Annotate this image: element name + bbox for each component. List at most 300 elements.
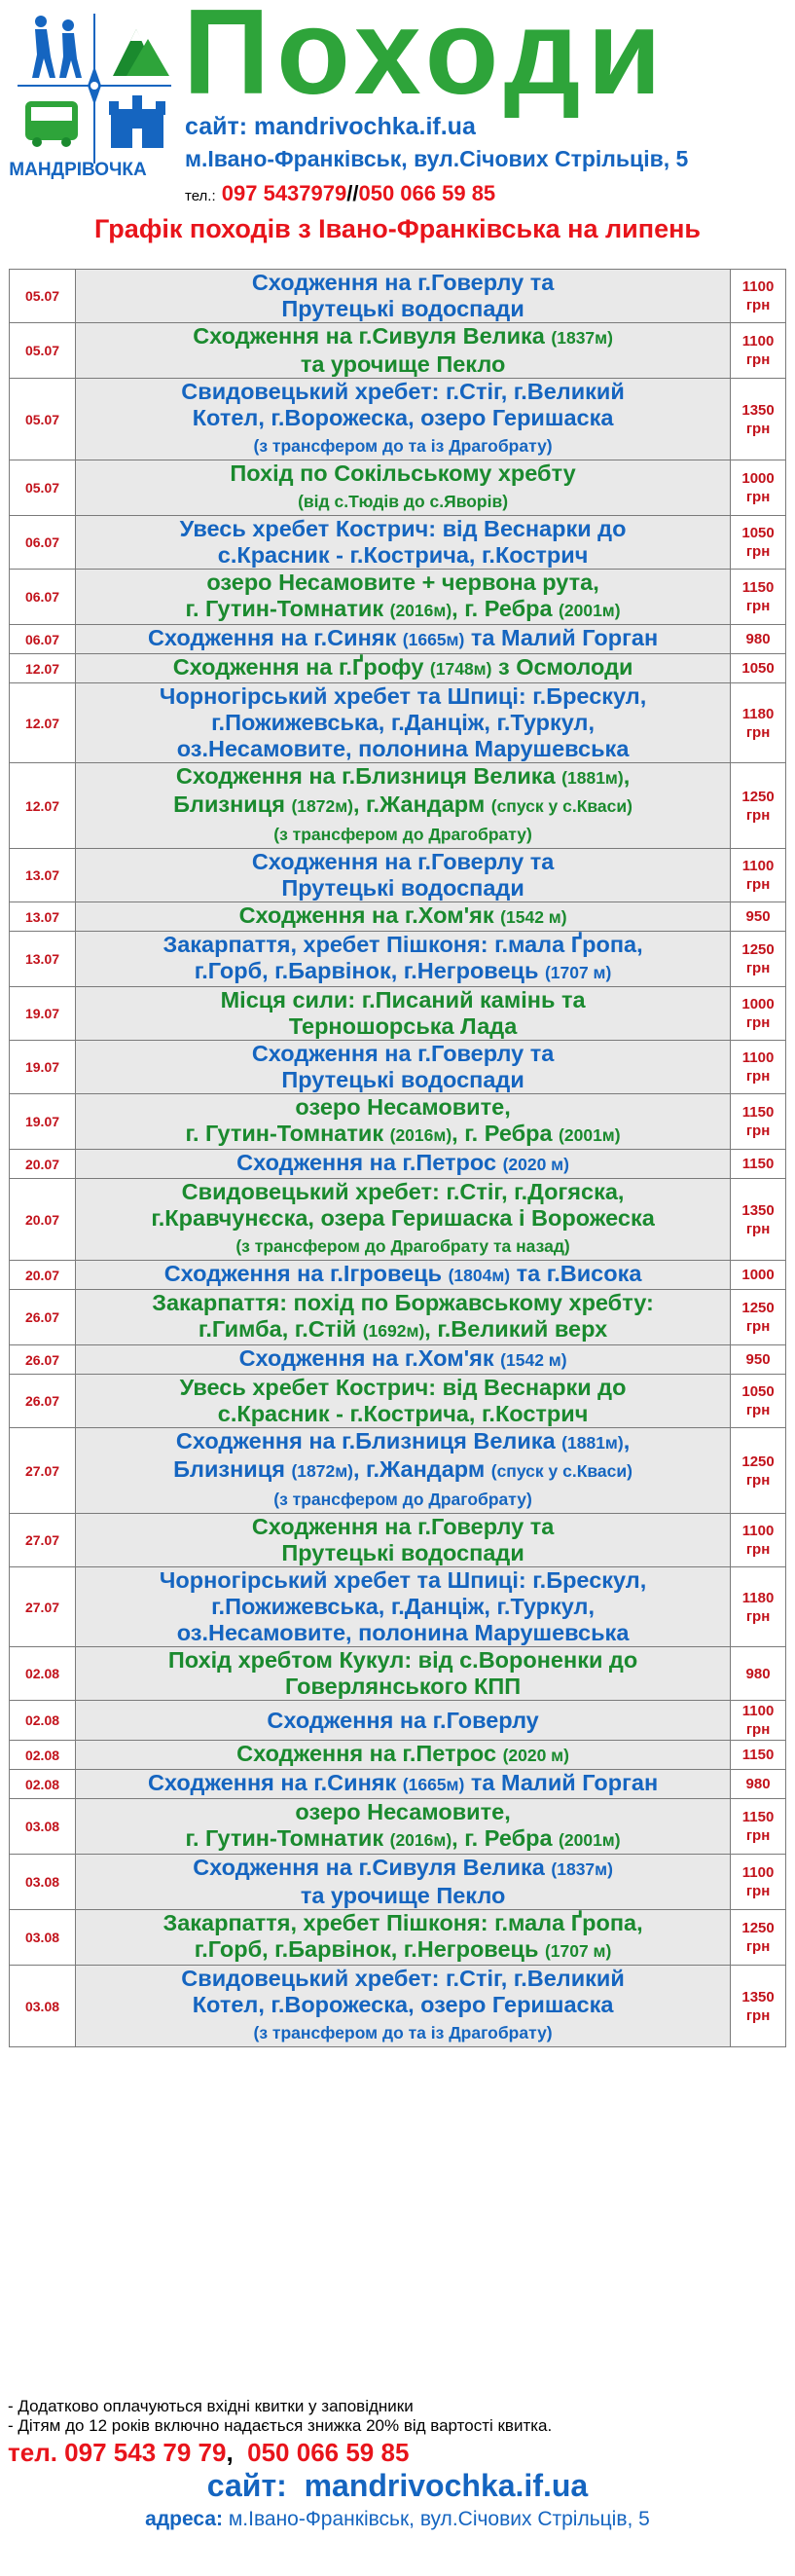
description-text: Похід хребтом Кукул: від с.Вороненки до: [167, 1647, 638, 1673]
price-currency: грн: [745, 297, 771, 313]
description-line: [76, 323, 730, 351]
row-description: [76, 902, 731, 932]
schedule-row: [10, 625, 786, 654]
description-text: озеро Несамовите + червона рута,: [206, 570, 599, 595]
description-text: , г.Жандарм: [352, 791, 491, 817]
description-line: [76, 1179, 730, 1205]
description-text: Сходження на г.Синяк: [147, 625, 403, 650]
description-text: г. Гутин-Томнатик: [185, 1121, 390, 1146]
price-amount: 1350: [741, 1988, 775, 2006]
price-amount: 1150: [741, 1156, 775, 1172]
description-text: г.Кравчунєска, озера Геришаска і Ворожеска: [151, 1205, 655, 1231]
description-text: та г.Висока: [510, 1261, 642, 1286]
row-description: [76, 1290, 731, 1345]
row-price: [731, 323, 786, 379]
price-amount: 1050: [741, 660, 775, 677]
mountain-icon: [113, 29, 169, 76]
description-line: [76, 516, 730, 542]
price-amount: 950: [745, 1351, 771, 1368]
description-line: [76, 849, 730, 875]
row-price: [731, 1375, 786, 1428]
description-text: Сходження на г.Хом'як: [238, 1345, 501, 1371]
price-amount: 1250: [741, 1300, 775, 1316]
price-currency: грн: [745, 1471, 771, 1489]
description-text: Увесь хребет Кострич: від Веснарки до: [179, 1375, 627, 1400]
description-line: [76, 736, 730, 762]
description-note: (спуск у с.Кваси): [490, 796, 632, 816]
description-text: Сходження на г.Говерлу та: [251, 1514, 555, 1539]
description-text: г.Пожижевська, г.Данціж, г.Туркул,: [211, 1594, 596, 1619]
schedule-row: [10, 1150, 786, 1179]
description-line: [76, 932, 730, 958]
footer-phone-separator: ,: [226, 2438, 234, 2467]
price-amount: 1150: [741, 1104, 775, 1121]
description-text: Свидовецький хребет: г.Стіг, г.Великий: [181, 1966, 625, 1991]
description-line: [76, 379, 730, 405]
description-text: Увесь хребет Кострич: від Веснарки до: [179, 516, 627, 541]
row-price: [731, 1701, 786, 1741]
description-line: [76, 1799, 730, 1825]
description-line: [76, 1855, 730, 1883]
description-note: (2020 м): [502, 1155, 569, 1174]
description-note: (2001м): [559, 601, 621, 620]
description-text: та Малий Горган: [464, 625, 659, 650]
row-date: 19.07: [10, 1094, 76, 1150]
header: [0, 0, 795, 263]
description-line: [76, 1485, 730, 1513]
description-line: [76, 1290, 730, 1316]
schedule-table: [9, 269, 786, 2047]
description-text: Котел, г.Ворожеска, озеро Геришаска: [192, 1992, 614, 2017]
brand-name: МАНДРІВОЧКА: [9, 160, 147, 180]
description-text: г.Гимба, г.Стій: [198, 1316, 363, 1342]
description-text: та урочище Пекло: [300, 1883, 506, 1908]
description-line: [76, 296, 730, 322]
price-amount: 1180: [741, 1589, 775, 1606]
site-line: [185, 113, 476, 141]
row-description: [76, 1150, 731, 1179]
description-text: , г. Ребра: [452, 1121, 560, 1146]
row-date: 03.08: [10, 1966, 76, 2047]
description-text: Похід по Сокільському хребту: [230, 460, 576, 486]
price-currency: грн: [745, 420, 771, 437]
description-text: Сходження на г.Говерлу та: [251, 270, 555, 295]
row-date: 05.07: [10, 323, 76, 379]
schedule-row: [10, 1345, 786, 1375]
description-line: [76, 1375, 730, 1401]
description-note: (2016м): [389, 1125, 452, 1145]
price-currency: грн: [745, 543, 771, 560]
row-description: [76, 1701, 731, 1741]
footer: [0, 2397, 795, 2531]
description-text: Сходження на г.Говерлу та: [251, 849, 555, 874]
description-text: Сходження на г.Говерлу та: [251, 1041, 555, 1066]
schedule-row: [10, 1041, 786, 1094]
row-description: [76, 683, 731, 763]
description-text: Прутецькі водоспади: [281, 875, 524, 901]
schedule-row: [10, 1701, 786, 1741]
description-line: [76, 270, 730, 296]
row-description: [76, 1799, 731, 1855]
description-line: [76, 487, 730, 515]
price-amount: 1000: [741, 996, 775, 1012]
footer-site-label: сайт:: [206, 2468, 287, 2503]
phone-link-1[interactable]: 097 5437979: [221, 181, 347, 205]
description-line: [76, 763, 730, 791]
description-text: озеро Несамовите,: [295, 1094, 511, 1120]
description-text: Близниця: [173, 791, 292, 817]
description-text: г. Гутин-Томнатик: [185, 1825, 390, 1851]
row-description: [76, 849, 731, 902]
description-line: [76, 431, 730, 460]
description-text: Терношорська Лада: [288, 1013, 518, 1039]
row-price: [731, 1290, 786, 1345]
schedule-row: [10, 1261, 786, 1290]
row-price: [731, 270, 786, 323]
price-amount: 1000: [741, 1267, 775, 1283]
address-line: м.Івано-Франківськ, вул.Січових Стрільців, 5: [185, 146, 689, 171]
description-text: оз.Несамовите, полонина Марушевська: [176, 1620, 630, 1645]
description-note: (спуск у с.Кваси): [490, 1461, 632, 1481]
description-note: (2016м): [389, 1830, 452, 1850]
description-note: (з трансфером до Драгобрату): [273, 1490, 532, 1509]
row-description: [76, 654, 731, 683]
description-line: [76, 1261, 730, 1289]
description-line: [76, 1094, 730, 1121]
description-line: [76, 710, 730, 736]
description-text: та урочище Пекло: [300, 351, 506, 377]
row-description: [76, 1514, 731, 1567]
description-text: Сходження на г.Ґрофу: [172, 654, 430, 680]
row-description: [76, 625, 731, 654]
schedule-row: [10, 987, 786, 1041]
description-line: [76, 1567, 730, 1594]
row-price: [731, 516, 786, 570]
description-note: (з трансфером до Драгобрату): [273, 825, 532, 844]
description-line: [76, 820, 730, 848]
description-line: [76, 1345, 730, 1374]
description-line: [76, 654, 730, 682]
description-line: [76, 1708, 730, 1734]
row-description: [76, 1567, 731, 1647]
price-amount: 1100: [741, 1523, 775, 1539]
row-date: 03.08: [10, 1799, 76, 1855]
row-date: 05.07: [10, 270, 76, 323]
row-date: 02.08: [10, 1741, 76, 1770]
schedule-row: [10, 902, 786, 932]
row-price: [731, 1094, 786, 1150]
row-date: 13.07: [10, 849, 76, 902]
footer-address-label: адреса:: [145, 2508, 224, 2530]
row-date: 12.07: [10, 763, 76, 849]
price-amount: 1250: [741, 1453, 775, 1470]
description-text: Сходження на г.Ігровець: [163, 1261, 449, 1286]
description-text: Сходження на г.Сивуля Велика: [193, 323, 552, 349]
row-price: [731, 654, 786, 683]
row-description: [76, 1770, 731, 1799]
row-date: 27.07: [10, 1567, 76, 1647]
row-date: 03.08: [10, 1855, 76, 1910]
schedule-row: [10, 1375, 786, 1428]
description-line: [76, 1121, 730, 1149]
description-text: г.Горб, г.Барвінок, г.Негровець: [194, 1936, 545, 1962]
description-note: (з трансфером до та із Драгобрату): [253, 436, 553, 456]
price-currency: грн: [745, 1827, 771, 1844]
price-amount: 1350: [741, 401, 775, 419]
site-link[interactable]: mandrivochka.if.ua: [254, 113, 476, 140]
description-note: (1665м): [402, 1775, 465, 1794]
description-text: ,: [623, 1428, 631, 1454]
hikers-icon: [32, 16, 82, 78]
row-description: [76, 570, 731, 625]
price-currency: грн: [745, 2006, 771, 2024]
schedule-row: [10, 683, 786, 763]
schedule-row: [10, 1179, 786, 1261]
tel-label: тел.:: [185, 188, 216, 204]
description-line: [76, 1013, 730, 1040]
description-text: Закарпаття, хребет Пішконя: г.мала Ґропа,: [163, 932, 643, 957]
row-price: [731, 1345, 786, 1375]
description-line: [76, 405, 730, 431]
description-text: Сходження на г.Петрос: [236, 1150, 503, 1175]
price-amount: 1180: [741, 705, 775, 722]
description-text: Прутецькі водоспади: [281, 1540, 524, 1565]
schedule-row: [10, 1966, 786, 2047]
row-date: 06.07: [10, 625, 76, 654]
description-line: [76, 1041, 730, 1067]
price-amount: 1100: [741, 278, 775, 295]
row-description: [76, 1345, 731, 1375]
schedule-row: [10, 270, 786, 323]
price-amount: 1100: [741, 858, 775, 874]
price-currency: грн: [745, 598, 771, 614]
schedule-row: [10, 516, 786, 570]
description-text: Сходження на г.Близниця Велика: [175, 1428, 562, 1454]
row-price: [731, 460, 786, 516]
description-text: Чорногірський хребет та Шпиці: г.Брескул,: [159, 683, 647, 709]
schedule-row: [10, 1855, 786, 1910]
description-note: (1692м): [362, 1321, 425, 1341]
row-description: [76, 1179, 731, 1261]
footer-phone-link-2[interactable]: 050 066 59 85: [247, 2438, 410, 2467]
price-currency: грн: [745, 1402, 771, 1418]
description-note: (1542 м): [500, 907, 567, 927]
description-text: з Осмолоди: [491, 654, 633, 680]
description-line: [76, 1232, 730, 1260]
description-text: г.Пожижевська, г.Данціж, г.Туркул,: [211, 710, 596, 735]
price-currency: грн: [745, 1541, 771, 1558]
row-date: 26.07: [10, 1290, 76, 1345]
price-currency: грн: [745, 1122, 771, 1139]
price-amount: 950: [745, 908, 771, 925]
description-text: Сходження на г.Хом'як: [238, 902, 501, 928]
row-description: [76, 1261, 731, 1290]
description-text: Близниця: [173, 1456, 292, 1482]
description-note: (1881м): [561, 768, 624, 788]
phone-separator: //: [346, 181, 359, 205]
description-text: та Малий Горган: [464, 1770, 659, 1795]
row-description: [76, 460, 731, 516]
row-price: [731, 1799, 786, 1855]
description-note: (1872м): [291, 796, 353, 816]
row-description: [76, 1855, 731, 1910]
row-date: 05.07: [10, 379, 76, 460]
castle-icon: [109, 95, 165, 148]
row-price: [731, 1966, 786, 2047]
row-description: [76, 1428, 731, 1514]
row-description: [76, 1966, 731, 2047]
description-text: с.Красник - г.Кострича, г.Кострич: [217, 1401, 589, 1426]
row-price: [731, 1910, 786, 1966]
description-note: (2001м): [559, 1125, 621, 1145]
schedule-row: [10, 379, 786, 460]
row-date: 20.07: [10, 1179, 76, 1261]
description-text: , г.Жандарм: [352, 1456, 491, 1482]
schedule-row: [10, 1741, 786, 1770]
price-currency: грн: [745, 351, 771, 368]
row-price: [731, 1741, 786, 1770]
row-description: [76, 1910, 731, 1966]
row-date: 19.07: [10, 987, 76, 1041]
price-currency: грн: [745, 723, 771, 741]
description-line: [76, 1594, 730, 1620]
note-entry-tickets: - Додатково оплачуються вхідні квитки у заповідники: [8, 2397, 414, 2415]
description-text: Котел, г.Ворожеска, озеро Геришаска: [192, 405, 614, 430]
price-amount: 1100: [741, 1049, 775, 1066]
row-price: [731, 1770, 786, 1799]
description-line: [76, 625, 730, 653]
description-line: [76, 1620, 730, 1646]
description-text: Прутецькі водоспади: [281, 296, 524, 321]
price-amount: 980: [745, 1776, 771, 1792]
row-date: 13.07: [10, 932, 76, 987]
schedule-row: [10, 1094, 786, 1150]
price-amount: 1100: [741, 1703, 775, 1719]
price-amount: 1100: [741, 1864, 775, 1881]
price-amount: 1000: [741, 470, 775, 487]
price-currency: грн: [745, 1607, 771, 1625]
description-note: (1707 м): [544, 1941, 612, 1961]
schedule-row: [10, 932, 786, 987]
price-currency: грн: [745, 489, 771, 505]
row-description: [76, 1647, 731, 1701]
description-text: г. Гутин-Томнатик: [185, 596, 390, 621]
row-date: 03.08: [10, 1910, 76, 1966]
row-date: 26.07: [10, 1345, 76, 1375]
description-line: [76, 1401, 730, 1427]
description-note: (1804м): [448, 1266, 511, 1285]
description-note: (2020 м): [502, 1746, 569, 1765]
row-date: 05.07: [10, 460, 76, 516]
description-note: (1542 м): [500, 1350, 567, 1370]
schedule-row: [10, 1770, 786, 1799]
row-date: 12.07: [10, 654, 76, 683]
row-price: [731, 379, 786, 460]
row-description: [76, 763, 731, 849]
footer-address: [0, 2508, 795, 2531]
row-date: 13.07: [10, 902, 76, 932]
note-child-discount: - Дітям до 12 років включно надається знижка 20% від вартості квитка.: [8, 2416, 553, 2435]
row-date: 20.07: [10, 1261, 76, 1290]
row-date: 02.08: [10, 1647, 76, 1701]
description-line: [76, 1936, 730, 1965]
description-text: Сходження на г.Говерлу: [267, 1707, 539, 1733]
description-text: Місця сили: г.Писаний камінь та: [220, 987, 586, 1012]
site-label: сайт:: [185, 113, 248, 140]
row-description: [76, 932, 731, 987]
description-line: [76, 596, 730, 624]
description-text: Закарпаття, хребет Пішконя: г.мала Ґропа,: [163, 1910, 643, 1935]
description-note: (1837м): [551, 1859, 613, 1879]
description-line: [76, 987, 730, 1013]
description-line: [76, 1910, 730, 1936]
price-currency: грн: [745, 960, 771, 976]
description-text: , г. Ребра: [452, 1825, 560, 1851]
row-price: [731, 763, 786, 849]
price-amount: 1050: [741, 1383, 775, 1400]
description-text: с.Красник - г.Кострича, г.Кострич: [217, 542, 589, 568]
price-amount: 1250: [741, 788, 775, 805]
phone-line: [185, 181, 495, 206]
phone-link-2[interactable]: 050 066 59 85: [358, 181, 496, 205]
description-line: [76, 542, 730, 569]
row-price: [731, 1261, 786, 1290]
description-line: [76, 351, 730, 378]
description-text: ,: [623, 763, 631, 789]
price-currency: грн: [745, 1938, 771, 1955]
description-line: [76, 791, 730, 820]
description-note: (2001м): [559, 1830, 621, 1850]
row-price: [731, 570, 786, 625]
row-price: [731, 1514, 786, 1567]
description-line: [76, 1540, 730, 1566]
description-line: [76, 958, 730, 986]
description-line: [76, 1883, 730, 1909]
row-description: [76, 987, 731, 1041]
schedule-row: [10, 654, 786, 683]
footer-site-link[interactable]: mandrivochka.if.ua: [304, 2468, 589, 2503]
schedule-row: [10, 1567, 786, 1647]
row-price: [731, 625, 786, 654]
description-note: (1872м): [291, 1461, 353, 1481]
description-line: [76, 683, 730, 710]
price-currency: грн: [745, 1318, 771, 1335]
price-amount: 1250: [741, 941, 775, 958]
description-note: (з трансфером до та із Драгобрату): [253, 2023, 553, 2042]
footer-phone-link-1[interactable]: 097 543 79 79: [64, 2438, 227, 2467]
price-currency: грн: [745, 806, 771, 824]
description-line: [76, 1770, 730, 1798]
description-text: , г. Ребра: [452, 596, 560, 621]
schedule-subtitle: Графік походів з Івано-Франківська на липень: [93, 214, 701, 243]
description-line: [76, 875, 730, 902]
description-note: (1665м): [402, 630, 465, 649]
description-line: [76, 1966, 730, 1992]
row-date: 12.07: [10, 683, 76, 763]
footer-address-text: м.Івано-Франківськ, вул.Січових Стрільців, 5: [228, 2508, 650, 2530]
row-date: 27.07: [10, 1514, 76, 1567]
description-line: [76, 460, 730, 487]
price-amount: 1150: [741, 579, 775, 596]
row-description: [76, 1375, 731, 1428]
row-description: [76, 270, 731, 323]
price-currency: грн: [745, 1220, 771, 1237]
description-text: Сходження на г.Близниця Велика: [175, 763, 562, 789]
description-note: (2016м): [389, 601, 452, 620]
description-line: [76, 1428, 730, 1456]
description-text: Прутецькі водоспади: [281, 1067, 524, 1092]
description-text: Сходження на г.Петрос: [236, 1741, 503, 1766]
